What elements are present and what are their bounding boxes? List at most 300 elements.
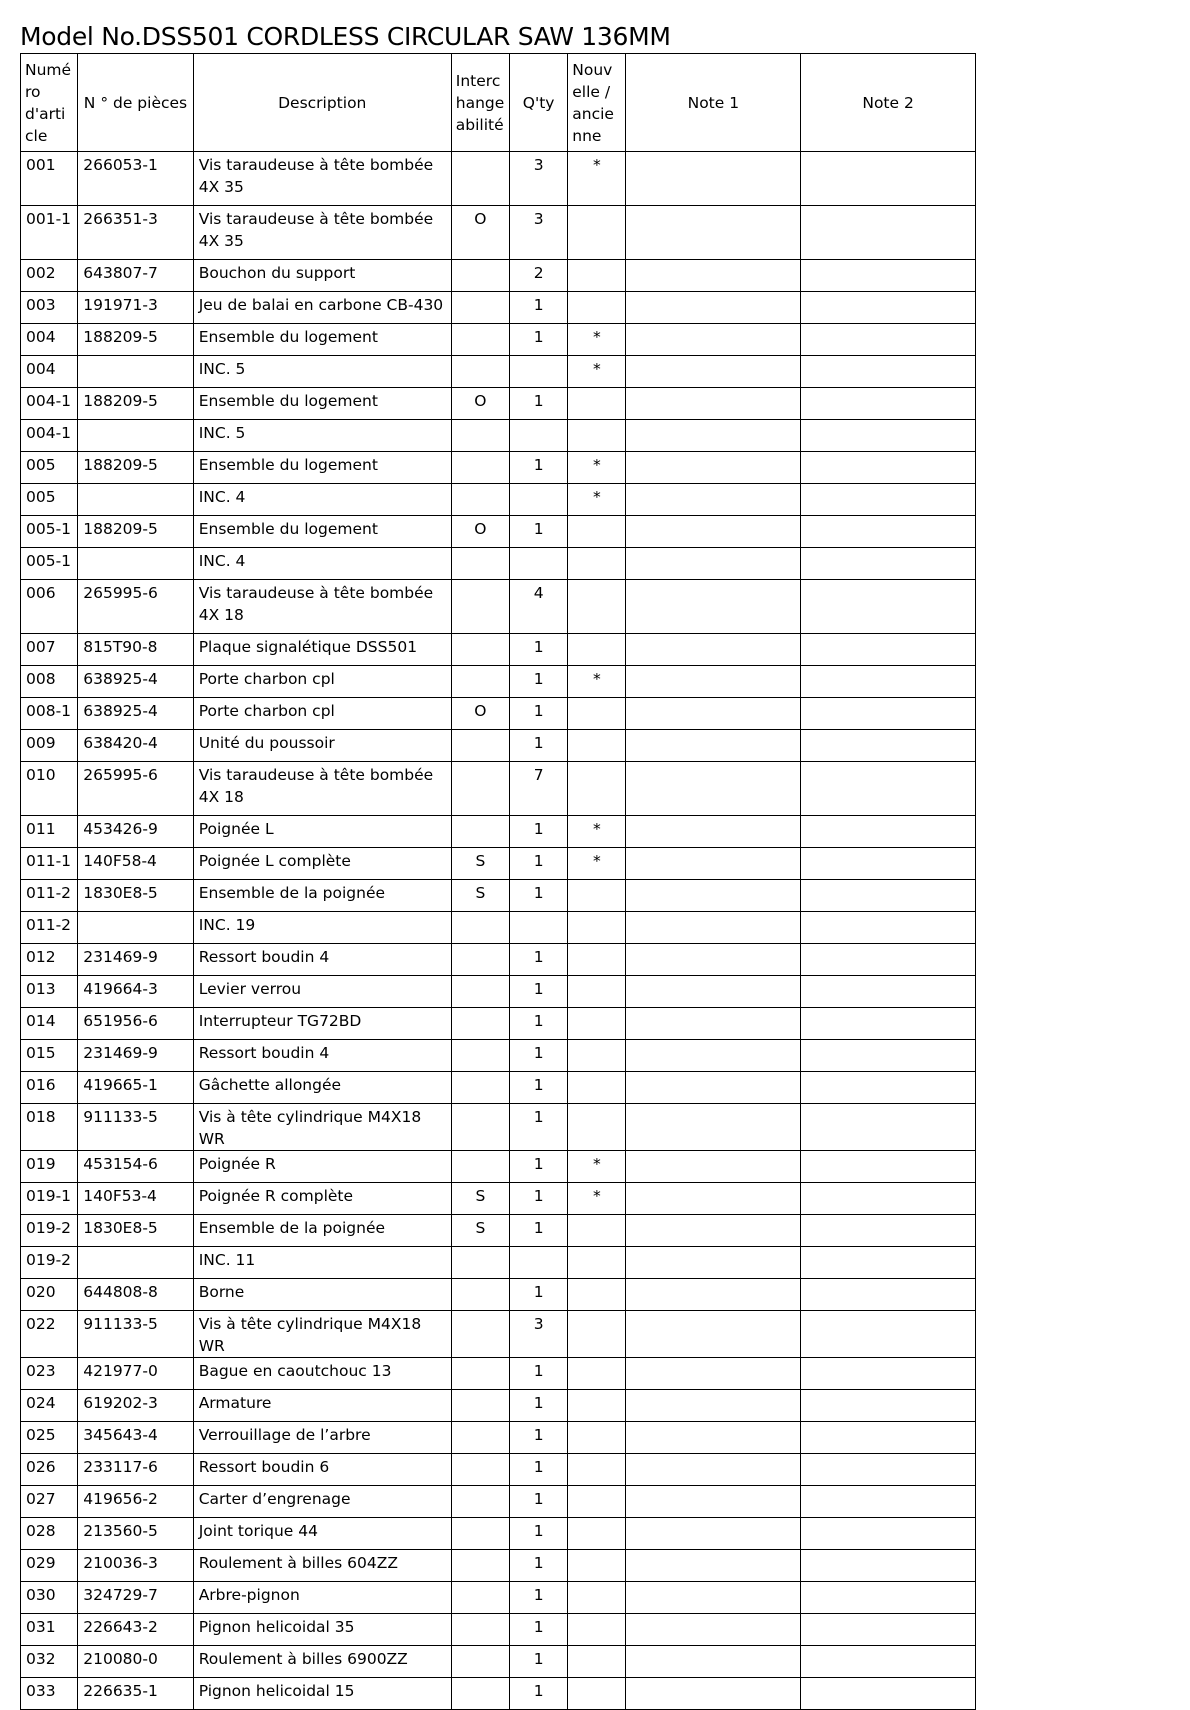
note2-cell [801,580,976,634]
note1-cell [626,912,801,944]
note2-cell [801,1072,976,1104]
qty-cell: 3 [510,206,568,260]
note1-cell [626,1422,801,1454]
note1-cell [626,634,801,666]
item-no-cell: 019-2 [21,1247,78,1279]
note1-cell [626,1183,801,1215]
new-old-cell [568,762,626,816]
interchangeability-cell [451,1486,509,1518]
note2-cell [801,324,976,356]
table-row [21,1646,976,1678]
new-old-cell [568,548,626,580]
new-old-cell [568,1678,626,1710]
qty-cell: 1 [510,1390,568,1422]
note1-cell [626,1678,801,1710]
new-old-cell: * [568,452,626,484]
note2-cell [801,1678,976,1710]
part-no-cell: 213560-5 [78,1518,193,1550]
note1-cell [626,452,801,484]
new-old-cell: * [568,816,626,848]
interchangeability-cell [451,324,509,356]
interchangeability-cell [451,1279,509,1311]
note2-cell [801,1040,976,1072]
note2-cell [801,1550,976,1582]
item-no-cell: 005 [21,484,78,516]
description-cell: Joint torique 44 [193,1518,451,1550]
note1-cell [626,1151,801,1183]
table-row [21,1215,976,1247]
table-row [21,356,976,388]
note2-cell [801,152,976,206]
new-old-cell [568,1390,626,1422]
item-no-cell: 005-1 [21,548,78,580]
note2-cell [801,944,976,976]
table-row [21,1151,976,1183]
note2-cell [801,1518,976,1550]
description-cell: Jeu de balai en carbone CB-430 [193,292,451,324]
qty-cell: 1 [510,1614,568,1646]
interchangeability-cell [451,420,509,452]
description-cell: Ensemble du logement [193,324,451,356]
new-old-cell [568,698,626,730]
item-no-cell: 016 [21,1072,78,1104]
item-no-cell: 025 [21,1422,78,1454]
item-no-cell: 008 [21,666,78,698]
note2-cell [801,452,976,484]
new-old-cell [568,730,626,762]
part-no-cell: 324729-7 [78,1582,193,1614]
qty-cell: 1 [510,730,568,762]
note2-cell [801,1183,976,1215]
item-no-cell: 029 [21,1550,78,1582]
table-row [21,816,976,848]
part-no-cell: 265995-6 [78,580,193,634]
interchangeability-cell: O [451,388,509,420]
qty-cell: 1 [510,1151,568,1183]
item-no-cell: 007 [21,634,78,666]
qty-cell: 1 [510,1422,568,1454]
note1-cell [626,698,801,730]
note1-cell [626,666,801,698]
table-row [21,1104,976,1151]
new-old-cell: * [568,484,626,516]
new-old-cell [568,388,626,420]
description-cell: Roulement à billes 604ZZ [193,1550,451,1582]
part-no-cell: 638925-4 [78,698,193,730]
description-cell: Poignée L complète [193,848,451,880]
new-old-cell [568,880,626,912]
new-old-cell [568,1311,626,1358]
interchangeability-cell [451,580,509,634]
part-no-cell: 265995-6 [78,762,193,816]
item-no-cell: 002 [21,260,78,292]
item-no-cell: 010 [21,762,78,816]
interchangeability-cell [451,548,509,580]
item-no-cell: 030 [21,1582,78,1614]
qty-cell: 1 [510,1518,568,1550]
part-no-cell: 345643-4 [78,1422,193,1454]
part-no-cell [78,420,193,452]
qty-cell: 2 [510,260,568,292]
note1-cell [626,1550,801,1582]
table-row [21,634,976,666]
table-row [21,1678,976,1710]
note1-cell [626,1646,801,1678]
description-cell: Ensemble de la poignée [193,880,451,912]
item-no-cell: 011 [21,816,78,848]
qty-cell: 1 [510,1454,568,1486]
item-no-cell: 004 [21,356,78,388]
table-row [21,452,976,484]
table-row [21,420,976,452]
note2-cell [801,1247,976,1279]
interchangeability-cell: S [451,880,509,912]
table-row [21,912,976,944]
description-cell: Gâchette allongée [193,1072,451,1104]
note1-cell [626,292,801,324]
description-cell: Roulement à billes 6900ZZ [193,1646,451,1678]
note2-cell [801,1151,976,1183]
item-no-cell: 024 [21,1390,78,1422]
note1-cell [626,1104,801,1151]
new-old-cell [568,1279,626,1311]
new-old-cell [568,580,626,634]
table-row [21,1582,976,1614]
table-row [21,698,976,730]
note1-cell [626,420,801,452]
interchangeability-cell [451,1390,509,1422]
note2-cell [801,260,976,292]
item-no-cell: 005 [21,452,78,484]
note1-cell [626,580,801,634]
column-header-note1: Note 1 [626,54,801,152]
note1-cell [626,548,801,580]
part-no-cell: 619202-3 [78,1390,193,1422]
part-no-cell: 453154-6 [78,1151,193,1183]
part-no-cell: 188209-5 [78,516,193,548]
qty-cell: 1 [510,1582,568,1614]
qty-cell: 7 [510,762,568,816]
qty-cell [510,356,568,388]
note2-cell [801,634,976,666]
interchangeability-cell [451,1422,509,1454]
note2-cell [801,976,976,1008]
interchangeability-cell: O [451,206,509,260]
interchangeability-cell [451,1582,509,1614]
note1-cell [626,206,801,260]
item-no-cell: 019-1 [21,1183,78,1215]
table-row [21,880,976,912]
note2-cell [801,356,976,388]
description-cell: Verrouillage de l’arbre [193,1422,451,1454]
new-old-cell [568,292,626,324]
item-no-cell: 004-1 [21,420,78,452]
qty-cell: 1 [510,1104,568,1151]
table-row [21,1311,976,1358]
description-cell: INC. 11 [193,1247,451,1279]
table-row [21,848,976,880]
note2-cell [801,1008,976,1040]
table-row [21,666,976,698]
qty-cell: 3 [510,152,568,206]
note1-cell [626,356,801,388]
part-no-cell: 419664-3 [78,976,193,1008]
interchangeability-cell [451,1550,509,1582]
description-cell: Porte charbon cpl [193,698,451,730]
interchangeability-cell [451,912,509,944]
description-cell: Pignon helicoidal 15 [193,1678,451,1710]
description-cell: Ressort boudin 6 [193,1454,451,1486]
item-no-cell: 009 [21,730,78,762]
interchangeability-cell [451,484,509,516]
qty-cell: 1 [510,1550,568,1582]
part-no-cell [78,912,193,944]
note1-cell [626,1486,801,1518]
new-old-cell: * [568,1151,626,1183]
item-no-cell: 004-1 [21,388,78,420]
qty-cell: 1 [510,1008,568,1040]
item-no-cell: 026 [21,1454,78,1486]
interchangeability-cell: O [451,698,509,730]
description-cell: Poignée R [193,1151,451,1183]
description-cell: Pignon helicoidal 35 [193,1614,451,1646]
new-old-cell [568,1582,626,1614]
part-no-cell: 644808-8 [78,1279,193,1311]
description-cell: Poignée R complète [193,1183,451,1215]
part-no-cell: 210036-3 [78,1550,193,1582]
part-no-cell: 188209-5 [78,388,193,420]
part-no-cell [78,356,193,388]
table-row [21,1614,976,1646]
table-row [21,1279,976,1311]
new-old-cell [568,1072,626,1104]
part-no-cell: 815T90-8 [78,634,193,666]
item-no-cell: 015 [21,1040,78,1072]
part-no-cell: 266351-3 [78,206,193,260]
qty-cell: 3 [510,1311,568,1358]
item-no-cell: 019-2 [21,1215,78,1247]
item-no-cell: 028 [21,1518,78,1550]
interchangeability-cell: S [451,1183,509,1215]
qty-cell [510,420,568,452]
note1-cell [626,848,801,880]
qty-cell: 1 [510,1486,568,1518]
note2-cell [801,1614,976,1646]
note2-cell [801,1646,976,1678]
description-cell: INC. 5 [193,420,451,452]
table-row [21,1454,976,1486]
item-no-cell: 004 [21,324,78,356]
description-cell: Unité du poussoir [193,730,451,762]
new-old-cell [568,976,626,1008]
table-row [21,1183,976,1215]
qty-cell: 1 [510,1040,568,1072]
part-no-cell [78,1247,193,1279]
qty-cell: 1 [510,848,568,880]
table-row [21,1390,976,1422]
description-cell: Ensemble du logement [193,388,451,420]
new-old-cell [568,1614,626,1646]
description-cell: Interrupteur TG72BD [193,1008,451,1040]
new-old-cell [568,1486,626,1518]
parts-table [20,53,976,1710]
description-cell: Porte charbon cpl [193,666,451,698]
note1-cell [626,816,801,848]
table-row [21,292,976,324]
description-cell: Vis taraudeuse à tête bombée 4X 35 [193,206,451,260]
new-old-cell: * [568,152,626,206]
qty-cell: 1 [510,698,568,730]
note1-cell [626,1215,801,1247]
new-old-cell [568,634,626,666]
table-row [21,762,976,816]
item-no-cell: 018 [21,1104,78,1151]
item-no-cell: 011-2 [21,880,78,912]
note1-cell [626,1247,801,1279]
qty-cell: 1 [510,388,568,420]
table-row [21,548,976,580]
interchangeability-cell [451,666,509,698]
table-row [21,1550,976,1582]
table-row [21,944,976,976]
interchangeability-cell [451,634,509,666]
table-row [21,730,976,762]
part-no-cell: 210080-0 [78,1646,193,1678]
table-row [21,1072,976,1104]
item-no-cell: 011-1 [21,848,78,880]
note1-cell [626,976,801,1008]
table-row [21,1422,976,1454]
note1-cell [626,1358,801,1390]
qty-cell: 1 [510,1215,568,1247]
page-title: Model No.DSS501 CORDLESS CIRCULAR SAW 136MM [20,22,671,51]
qty-cell: 4 [510,580,568,634]
column-header-item-no: Numéro d'article [21,54,78,152]
description-cell: Bouchon du support [193,260,451,292]
part-no-cell: 911133-5 [78,1311,193,1358]
item-no-cell: 023 [21,1358,78,1390]
part-no-cell: 651956-6 [78,1008,193,1040]
table-row [21,1518,976,1550]
column-header-note2: Note 2 [801,54,976,152]
qty-cell: 1 [510,1678,568,1710]
description-cell: Ensemble du logement [193,452,451,484]
note2-cell [801,516,976,548]
new-old-cell [568,1040,626,1072]
item-no-cell: 008-1 [21,698,78,730]
note2-cell [801,1390,976,1422]
part-no-cell: 140F58-4 [78,848,193,880]
item-no-cell: 006 [21,580,78,634]
qty-cell: 1 [510,1279,568,1311]
interchangeability-cell [451,1646,509,1678]
note1-cell [626,324,801,356]
description-cell: Armature [193,1390,451,1422]
note1-cell [626,516,801,548]
part-no-cell: 233117-6 [78,1454,193,1486]
item-no-cell: 011-2 [21,912,78,944]
description-cell: Poignée L [193,816,451,848]
interchangeability-cell [451,356,509,388]
qty-cell: 1 [510,944,568,976]
part-no-cell: 231469-9 [78,944,193,976]
new-old-cell [568,1646,626,1678]
qty-cell [510,548,568,580]
item-no-cell: 022 [21,1311,78,1358]
note2-cell [801,1311,976,1358]
interchangeability-cell [451,1008,509,1040]
interchangeability-cell [451,762,509,816]
table-row [21,206,976,260]
table-row [21,516,976,548]
new-old-cell [568,206,626,260]
note2-cell [801,1215,976,1247]
note2-cell [801,388,976,420]
item-no-cell: 012 [21,944,78,976]
qty-cell: 1 [510,452,568,484]
item-no-cell: 014 [21,1008,78,1040]
qty-cell: 1 [510,1183,568,1215]
note2-cell [801,816,976,848]
note1-cell [626,1518,801,1550]
item-no-cell: 020 [21,1279,78,1311]
interchangeability-cell [451,1311,509,1358]
note2-cell [801,1486,976,1518]
note1-cell [626,1072,801,1104]
new-old-cell: * [568,666,626,698]
description-cell: Levier verrou [193,976,451,1008]
description-cell: Plaque signalétique DSS501 [193,634,451,666]
interchangeability-cell [451,260,509,292]
description-cell: Vis taraudeuse à tête bombée 4X 18 [193,762,451,816]
table-row [21,1040,976,1072]
note2-cell [801,548,976,580]
interchangeability-cell [451,1518,509,1550]
new-old-cell [568,420,626,452]
table-row [21,1247,976,1279]
interchangeability-cell: S [451,1215,509,1247]
qty-cell [510,1247,568,1279]
table-row [21,1008,976,1040]
note1-cell [626,1040,801,1072]
qty-cell: 1 [510,292,568,324]
part-no-cell [78,484,193,516]
note1-cell [626,1454,801,1486]
interchangeability-cell [451,816,509,848]
column-header-interchangeability: Interchangeabilité [451,54,509,152]
part-no-cell: 266053-1 [78,152,193,206]
column-header-description: Description [193,54,451,152]
new-old-cell [568,944,626,976]
new-old-cell [568,516,626,548]
part-no-cell: 638925-4 [78,666,193,698]
part-no-cell: 643807-7 [78,260,193,292]
note1-cell [626,1279,801,1311]
description-cell: Borne [193,1279,451,1311]
part-no-cell: 188209-5 [78,452,193,484]
item-no-cell: 019 [21,1151,78,1183]
new-old-cell [568,1247,626,1279]
new-old-cell: * [568,848,626,880]
interchangeability-cell [451,292,509,324]
new-old-cell [568,260,626,292]
table-row [21,976,976,1008]
part-no-cell: 1830E8-5 [78,880,193,912]
interchangeability-cell: O [451,516,509,548]
note2-cell [801,762,976,816]
note2-cell [801,420,976,452]
note2-cell [801,1422,976,1454]
